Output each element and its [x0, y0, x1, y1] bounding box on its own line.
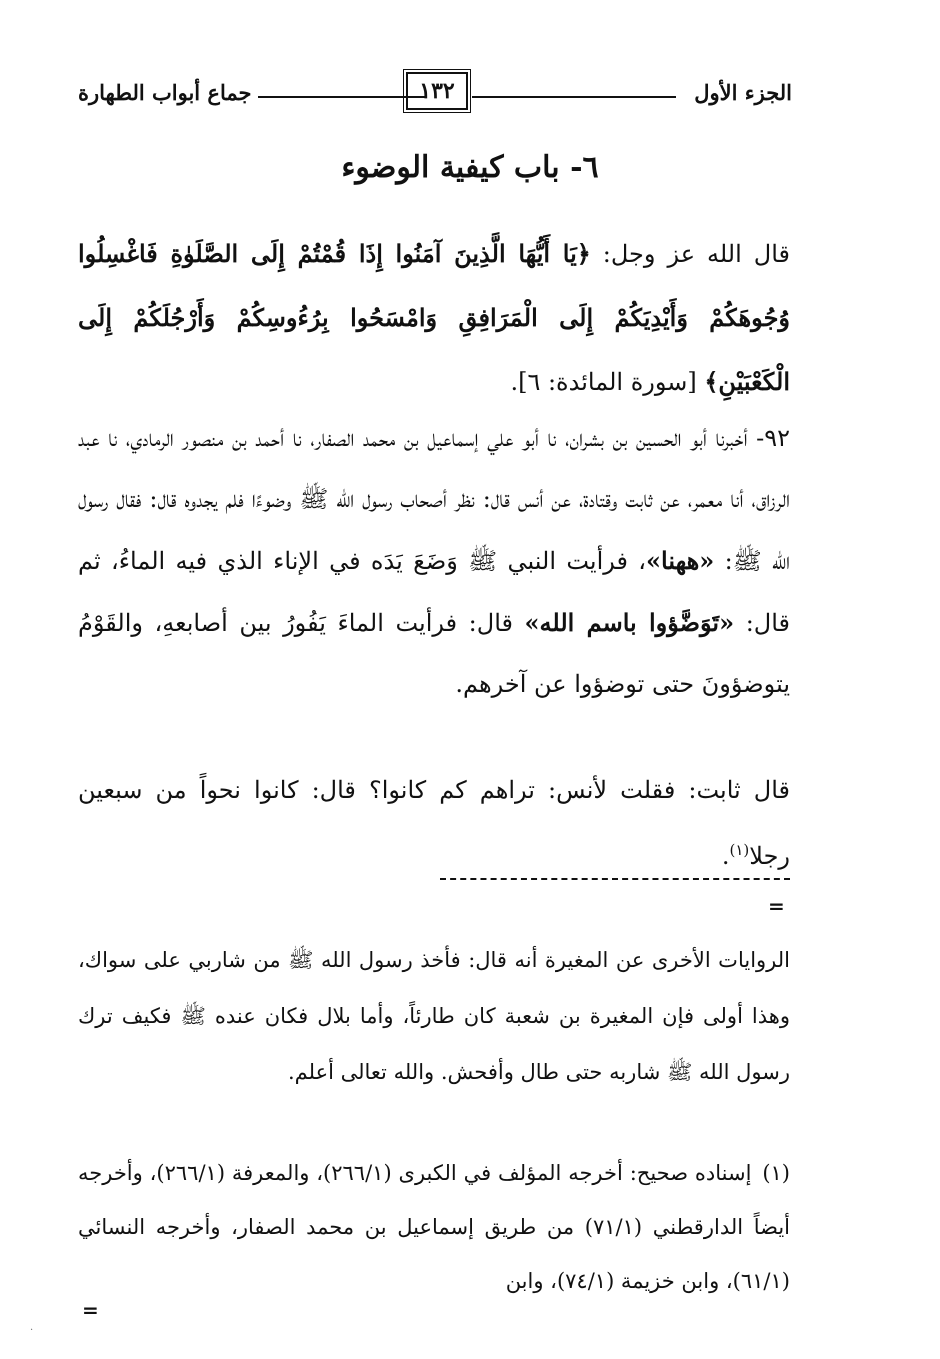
hadith-quote-1: «ههنا» [646, 546, 715, 575]
footnote-reference[interactable]: (١) [729, 841, 750, 859]
footnote-separator [440, 878, 790, 880]
chapter-title: ٦- باب كيفية الوضوء [341, 150, 599, 185]
hadith-text-1: ٩٢- أخبرنا أبو الحسين بن بشران، نا أبو علي إسماعيل بن محمد الصفار، نا أحمد بن منصور الرمادي، نا عبد الرزاق، أنا معمر، عن ثابت وقتادة، عن أنس قال: نظر أصحاب رسول الله ﷺ وضوءًا فلم يجدوه قال: فقال رسول الله ﷺ: [78, 424, 790, 575]
footnote-continuation: الروايات الأخرى عن المغيرة أنه قال: فأخذ رسول الله ﷺ من شاربي على سواك، وهذا أولى فإن المغيرة بن شعبة كان طارئاً، وأما بلال فكان عنده ﷺ فكيف ترك رسول الله ﷺ شاربه حتى طال وأفحش. والله تعالى أعلم. [78, 948, 790, 1084]
running-header [78, 68, 792, 118]
quran-verse-paragraph [78, 222, 790, 414]
header-rule-left [258, 96, 426, 98]
hadith-quote-2: «تَوَضَّؤوا باسم الله» [524, 608, 735, 637]
footnote-1 [78, 1146, 790, 1308]
hadith-text-3: قال: فرأيت الماءَ يَفُورُ بين أصابعهِ، والقَوْمُ يتوضؤونَ حتى توضؤوا عن آخرهم. [78, 609, 790, 698]
footnote-1-text: إسناده صحيح: أخرجه المؤلف في الكبرى (٢٦٦/١)، والمعرفة (٢٦٦/١)، وأخرجه أيضاً الدارقطني (٧١/١) من طريق إسماعيل بن محمد الصفار، وأخرجه النسائي (٦١/١)، وابن خزيمة (٧٤/١)، وابن [78, 1161, 791, 1293]
footnote-1-number: (١) [762, 1161, 790, 1185]
verse-text: ﴿يَا أَيُّهَا الَّذِينَ آمَنُوا إِذَا قُمْتُمْ إِلَى الصَّلَوٰةِ فَاغْسِلُوا وُجُوهَكُمْ وَأَيْدِيَكُمْ إِلَى الْمَرَافِقِ وَامْسَحُوا بِرُءُوسِكُمْ وَأَرْجُلَكُمْ إِلَى الْكَعْبَيْنِ﴾ [78, 239, 790, 396]
verse-intro: قال الله عز وجل: [590, 240, 790, 268]
header-rule-right [472, 96, 676, 98]
continuation-marker-bottom: = [82, 1298, 99, 1322]
thabit-text: قال ثابت: فقلت لأنس: تراهم كم كانوا؟ قال: كانوا نحواً من سبعين رجلا [78, 776, 791, 870]
page-number: ١٣٢ [406, 72, 468, 110]
verse-reference: [سورة المائدة: ٦]. [510, 368, 705, 396]
volume-label: الجزء الأول [694, 80, 792, 105]
section-label: جماع أبواب الطهارة [78, 80, 252, 105]
thabit-paragraph [78, 760, 790, 886]
hadith-text-2: ، فرأيت النبي ﷺ وَضَعَ يَدَه في الإناء الذي فيه الماءُ، ثم قال: [78, 547, 790, 637]
hadith-paragraph [78, 408, 790, 715]
thabit-end: . [721, 842, 730, 870]
page-speck: · [30, 1325, 34, 1336]
continuation-marker-top: = [768, 894, 785, 918]
